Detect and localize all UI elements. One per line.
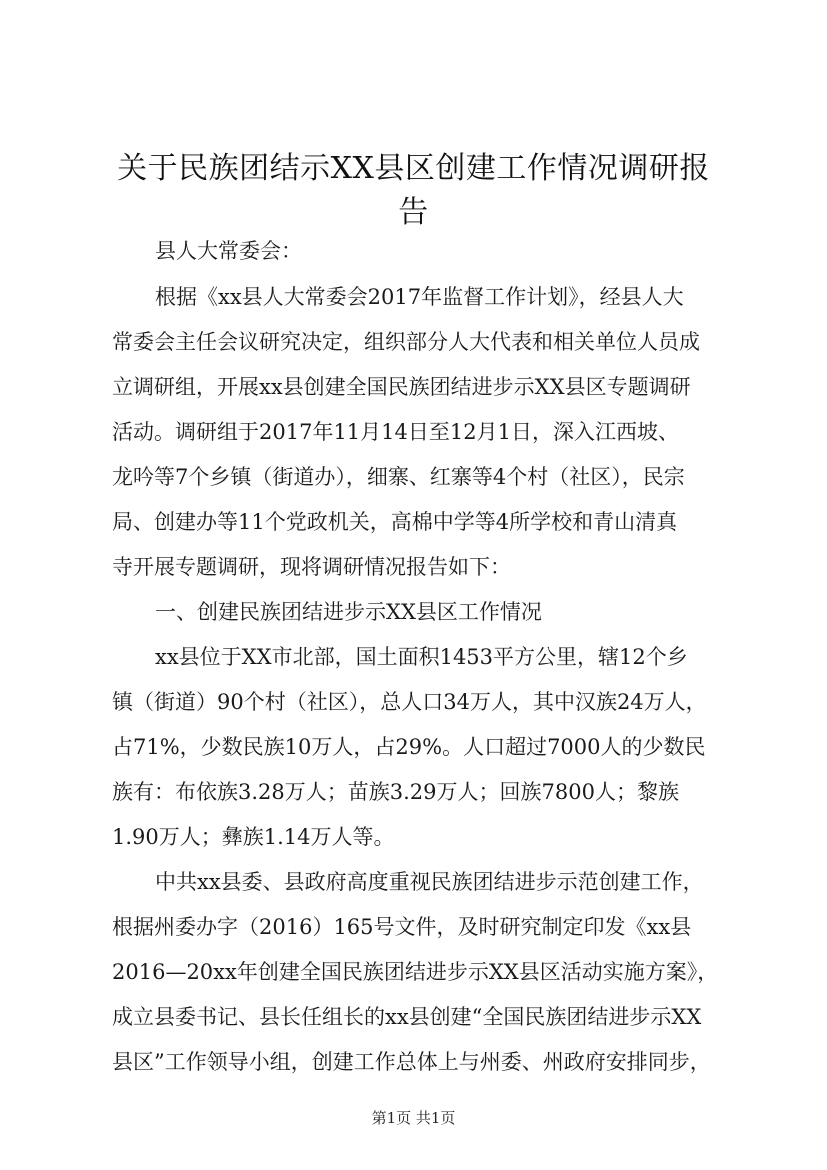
body-line: 活动。调研组于2017年11月14日至12月1日，深入江西坡、 bbox=[112, 420, 679, 444]
body-line: 族有：布依族3.28万人；苗族3.29万人；回族7800人；黎族 bbox=[112, 780, 679, 804]
body-line: 根据《xx县人大常委会2017年监督工作计划》，经县人大 bbox=[155, 285, 684, 309]
body-line: 根据州委办字（2016）165号文件，及时研究制定印发《xx县 bbox=[112, 915, 692, 939]
salutation: 县人大常委会： bbox=[155, 239, 302, 263]
document-title-line-2: 告 bbox=[398, 195, 429, 230]
body-line: 龙吟等7个乡镇（街道办），细寨、红寨等4个村（社区），民宗 bbox=[112, 465, 685, 489]
body-line: 2016—20xx年创建全国民族团结进步示XX县区活动实施方案》， bbox=[112, 960, 719, 984]
page-footer: 第1页 共1页 bbox=[371, 1109, 456, 1127]
body-line: 寺开展专题调研，现将调研情况报告如下： bbox=[112, 555, 511, 579]
section-heading: 一、创建民族团结进步示XX县区工作情况 bbox=[155, 600, 542, 624]
body-line: 1.90万人；彝族1.14万人等。 bbox=[112, 825, 395, 849]
body-line: 中共xx县委、县政府高度重视民族团结进步示范创建工作， bbox=[155, 870, 704, 894]
body-line: 立调研组，开展xx县创建全国民族团结进步示XX县区专题调研 bbox=[112, 375, 691, 399]
body-line: 成立县委书记、县长任组长的xx县创建“全国民族团结进步示XX bbox=[112, 1005, 702, 1029]
body-line: 镇（街道）90个村（社区），总人口34万人，其中汉族24万人， bbox=[112, 690, 707, 714]
body-line: 局、创建办等11个党政机关，高棉中学等4所学校和青山清真 bbox=[112, 510, 678, 534]
body-line: 县区”工作领导小组，创建工作总体上与州委、州政府安排同步， bbox=[112, 1050, 711, 1074]
body-line: 占71%，少数民族10万人，占29%。人口超过7000人的少数民 bbox=[112, 735, 706, 759]
document-title-line-1: 关于民族团结示XX县区创建工作情况调研报 bbox=[117, 151, 710, 186]
body-line: 常委会主任会议研究决定，组织部分人大代表和相关单位人员成 bbox=[112, 330, 700, 354]
body-line: xx县位于XX市北部，国土面积1453平方公里，辖12个乡 bbox=[155, 645, 688, 669]
